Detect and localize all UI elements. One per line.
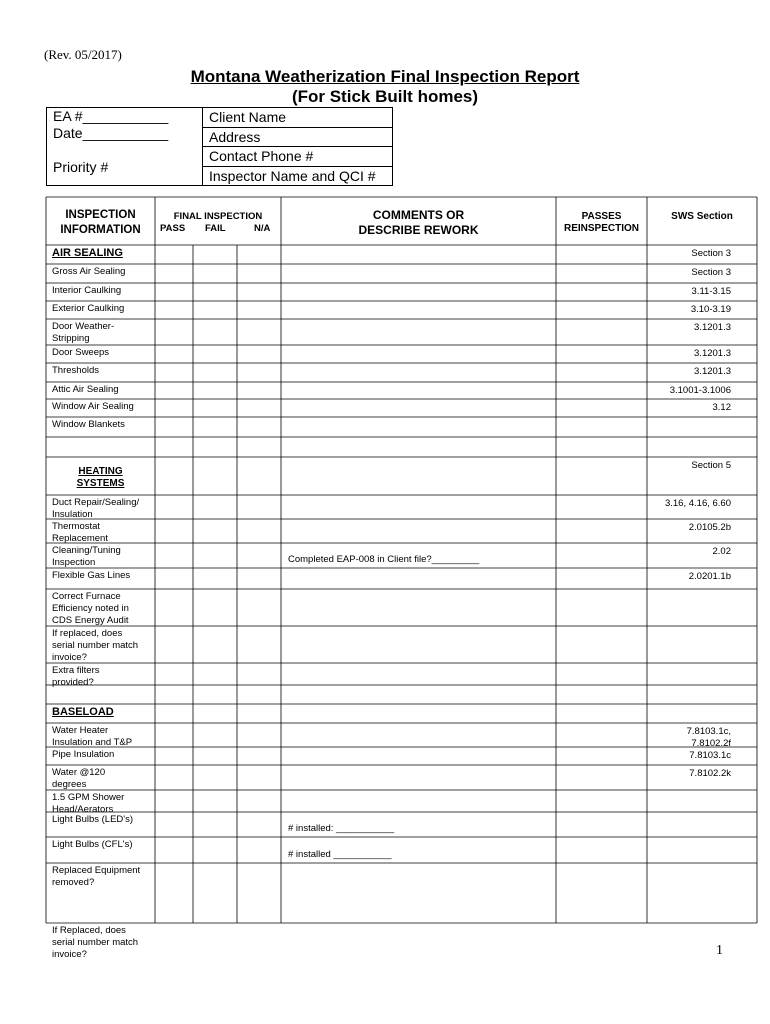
row-pass-cell[interactable] (155, 264, 193, 283)
row-na-cell[interactable] (237, 723, 281, 747)
row-pass-cell[interactable] (155, 319, 193, 345)
row-reinspection-cell[interactable] (556, 417, 647, 437)
row-na-cell[interactable] (237, 543, 281, 568)
report-title: Montana Weatherization Final Inspection Report (190, 67, 580, 86)
row-comment-cell[interactable]: Completed EAP-008 in Client file?_________ (288, 554, 480, 565)
row-reinspection-cell[interactable] (556, 345, 647, 363)
row-label: Door Sweeps (52, 347, 110, 358)
row-fail-cell[interactable] (193, 519, 237, 543)
row-sws-section: 3.11-3.15 (691, 286, 731, 297)
row-pass-cell[interactable] (155, 543, 193, 568)
row-label: Exterior Caulking (52, 303, 125, 314)
row-pass-cell[interactable] (155, 685, 193, 704)
row-na-cell[interactable] (237, 568, 281, 589)
row-fail-cell[interactable] (193, 399, 237, 417)
row-reinspection-cell[interactable] (556, 245, 647, 264)
row-pass-cell[interactable] (155, 704, 193, 723)
row-reinspection-cell[interactable] (556, 790, 647, 812)
row-label: Extra filters provided? (52, 665, 100, 688)
row-label: Duct Repair/Sealing/ Insulation (52, 497, 140, 520)
row-reinspection-cell[interactable] (556, 723, 647, 747)
row-reinspection-cell[interactable] (556, 812, 647, 837)
row-sws-section: 3.12 (712, 402, 731, 413)
row-fail-cell[interactable] (193, 417, 237, 437)
row-na-cell[interactable] (237, 345, 281, 363)
row-fail-cell[interactable] (193, 589, 237, 626)
row-na-cell[interactable] (237, 264, 281, 283)
row-reinspection-cell[interactable] (556, 685, 647, 704)
row-pass-cell[interactable] (155, 863, 193, 923)
row-pass-cell[interactable] (155, 363, 193, 382)
row-sws-section: 3.1201.3 (694, 366, 731, 377)
row-label: Correct Furnace Efficiency noted in CDS Energy Audit (52, 591, 129, 626)
column-header-passes-reinspection: PASSES REINSPECTION (563, 211, 639, 234)
row-reinspection-cell[interactable] (556, 747, 647, 765)
row-na-cell[interactable] (237, 790, 281, 812)
row-fail-cell[interactable] (193, 747, 237, 765)
row-fail-cell[interactable] (193, 543, 237, 568)
row-pass-cell[interactable] (155, 663, 193, 685)
row-label: Flexible Gas Lines (52, 570, 131, 581)
row-fail-cell[interactable] (193, 837, 237, 863)
row-sws-section: 2.02 (712, 546, 731, 557)
column-header-pass: PASS (160, 223, 186, 234)
row-reinspection-cell[interactable] (556, 437, 647, 457)
row-reinspection-cell[interactable] (556, 283, 647, 301)
row-sws-section: 3.1001-3.1006 (669, 385, 731, 396)
row-pass-cell[interactable] (155, 437, 193, 457)
row-pass-cell[interactable] (155, 626, 193, 663)
row-fail-cell[interactable] (193, 495, 237, 519)
row-fail-cell[interactable] (193, 301, 237, 319)
row-pass-cell[interactable] (155, 519, 193, 543)
row-label: Water Heater Insulation and T&P (52, 725, 133, 748)
row-na-cell[interactable] (237, 301, 281, 319)
row-fail-cell[interactable] (193, 457, 237, 495)
row-sws-section: Section 3 (691, 248, 731, 259)
row-label: Pipe Insulation (52, 749, 115, 760)
row-na-cell[interactable] (237, 399, 281, 417)
row-label: Thresholds (52, 365, 99, 376)
row-fail-cell[interactable] (193, 812, 237, 837)
row-label: AIR SEALING (52, 247, 123, 259)
row-na-cell[interactable] (237, 495, 281, 519)
row-pass-cell[interactable] (155, 399, 193, 417)
row-na-cell[interactable] (237, 626, 281, 663)
row-pass-cell[interactable] (155, 495, 193, 519)
row-label: Gross Air Sealing (52, 266, 126, 277)
row-pass-cell[interactable] (155, 765, 193, 790)
row-fail-cell[interactable] (193, 437, 237, 457)
row-sws-section: Section 5 (691, 460, 731, 471)
row-reinspection-cell[interactable] (556, 301, 647, 319)
row-na-cell[interactable] (237, 283, 281, 301)
row-fail-cell[interactable] (193, 319, 237, 345)
row-reinspection-cell[interactable] (556, 663, 647, 685)
row-sws-section: 7.8102.2k (689, 768, 731, 779)
row-pass-cell[interactable] (155, 790, 193, 812)
date-field[interactable]: Date___________ (53, 125, 169, 141)
column-header-na: N/A (254, 223, 271, 234)
row-reinspection-cell[interactable] (556, 457, 647, 495)
row-pass-cell[interactable] (155, 345, 193, 363)
row-sws-section: 3.10-3.19 (690, 304, 731, 315)
row-fail-cell[interactable] (193, 264, 237, 283)
row-sws-section: 7.8103.1c (689, 750, 731, 761)
row-na-cell[interactable] (237, 704, 281, 723)
row-sws-section: 3.1201.3 (694, 322, 731, 333)
row-label: Window Blankets (52, 419, 125, 430)
row-label: Interior Caulking (52, 285, 122, 296)
row-pass-cell[interactable] (155, 301, 193, 319)
row-fail-cell[interactable] (193, 685, 237, 704)
column-header-final-inspection: FINAL INSPECTION (173, 211, 263, 222)
row-pass-cell[interactable] (155, 747, 193, 765)
row-label: If replaced, does serial number match invoice? (52, 628, 139, 663)
revision-date: (Rev. 05/2017) (44, 47, 122, 62)
row-na-cell[interactable] (237, 382, 281, 399)
row-fail-cell[interactable] (193, 245, 237, 264)
row-reinspection-cell[interactable] (556, 626, 647, 663)
row-fail-cell[interactable] (193, 568, 237, 589)
row-na-cell[interactable] (237, 812, 281, 837)
row-label: Light Bulbs (CFL's) (52, 839, 133, 850)
row-na-cell[interactable] (237, 457, 281, 495)
row-reinspection-cell[interactable] (556, 399, 647, 417)
row-reinspection-cell[interactable] (556, 837, 647, 863)
row-na-cell[interactable] (237, 663, 281, 685)
row-sws-section: 2.0201.1b (688, 571, 731, 582)
row-label: Replaced Equipment removed? (52, 865, 141, 888)
page-number: 1 (716, 943, 723, 958)
row-sws-section: 3.1201.3 (694, 348, 731, 359)
row-comment-cell[interactable]: # installed ___________ (288, 849, 392, 860)
row-pass-cell[interactable] (155, 589, 193, 626)
column-header-comments: COMMENTS OR DESCRIBE REWORK (358, 208, 479, 237)
row-fail-cell[interactable] (193, 363, 237, 382)
row-na-cell[interactable] (237, 245, 281, 264)
row-reinspection-cell[interactable] (556, 568, 647, 589)
row-reinspection-cell[interactable] (556, 543, 647, 568)
row-label: Window Air Sealing (52, 401, 134, 412)
row-na-cell[interactable] (237, 417, 281, 437)
row-fail-cell[interactable] (193, 863, 237, 923)
row-label: BASELOAD (52, 706, 114, 718)
row-fail-cell[interactable] (193, 283, 237, 301)
row-label: Thermostat Replacement (52, 521, 108, 544)
row-pass-cell[interactable] (155, 283, 193, 301)
row-pass-cell[interactable] (155, 837, 193, 863)
row-fail-cell[interactable] (193, 723, 237, 747)
row-na-cell[interactable] (237, 519, 281, 543)
row-reinspection-cell[interactable] (556, 319, 647, 345)
row-label: HEATING SYSTEMS (76, 466, 125, 489)
row-label: Door Weather- Stripping (52, 321, 115, 344)
row-sws-section: 3.16, 4.16, 6.60 (664, 498, 731, 509)
row-reinspection-cell[interactable] (556, 589, 647, 626)
row-na-cell[interactable] (237, 837, 281, 863)
row-na-cell[interactable] (237, 765, 281, 790)
row-sws-section: Section 3 (691, 267, 731, 278)
column-header-fail: FAIL (205, 223, 226, 234)
row-comment-cell[interactable]: # installed: ___________ (288, 823, 395, 834)
row-pass-cell[interactable] (155, 382, 193, 399)
row-na-cell[interactable] (237, 589, 281, 626)
inspector-field[interactable]: Inspector Name and QCI # (203, 166, 392, 186)
row-fail-cell[interactable] (193, 704, 237, 723)
row-na-cell[interactable] (237, 863, 281, 923)
row-fail-cell[interactable] (193, 382, 237, 399)
row-label: Water @120 degrees (52, 767, 106, 790)
row-pass-cell[interactable] (155, 568, 193, 589)
row-label: Cleaning/Tuning Inspection (52, 545, 121, 568)
row-na-cell[interactable] (237, 437, 281, 457)
row-pass-cell[interactable] (155, 812, 193, 837)
row-label: Attic Air Sealing (52, 384, 119, 395)
row-pass-cell[interactable] (155, 245, 193, 264)
contact-phone-field[interactable]: Contact Phone # (203, 146, 392, 166)
column-header-sws: SWS Section (671, 211, 733, 222)
row-sws-section: 2.0105.2b (688, 522, 731, 533)
row-pass-cell[interactable] (155, 457, 193, 495)
row-na-cell[interactable] (237, 747, 281, 765)
row-na-cell[interactable] (237, 319, 281, 345)
row-reinspection-cell[interactable] (556, 382, 647, 399)
address-field[interactable]: Address (203, 127, 392, 147)
row-reinspection-cell[interactable] (556, 863, 647, 923)
row-fail-cell[interactable] (193, 626, 237, 663)
row-fail-cell[interactable] (193, 765, 237, 790)
row-fail-cell[interactable] (193, 663, 237, 685)
row-na-cell[interactable] (237, 685, 281, 704)
row-reinspection-cell[interactable] (556, 495, 647, 519)
priority-field[interactable]: Priority # (53, 159, 109, 175)
row-fail-cell[interactable] (193, 790, 237, 812)
row-sws-section: 7.8103.1c, 7.8102.2f (686, 726, 731, 749)
row-label: If Replaced, does serial number match invoice? (52, 925, 139, 960)
ea-number-field[interactable]: EA #___________ (53, 108, 169, 124)
row-reinspection-cell[interactable] (556, 264, 647, 283)
row-reinspection-cell[interactable] (556, 519, 647, 543)
row-reinspection-cell[interactable] (556, 704, 647, 723)
report-subtitle: (For Stick Built homes) (291, 87, 479, 106)
row-label: Light Bulbs (LED's) (52, 814, 134, 825)
row-na-cell[interactable] (237, 363, 281, 382)
row-reinspection-cell[interactable] (556, 765, 647, 790)
row-pass-cell[interactable] (155, 723, 193, 747)
row-reinspection-cell[interactable] (556, 363, 647, 382)
row-pass-cell[interactable] (155, 417, 193, 437)
column-header-inspection-info: INSPECTION INFORMATION (60, 209, 141, 236)
row-label: 1.5 GPM Shower Head/Aerators (52, 792, 125, 815)
client-name-field[interactable]: Client Name (209, 109, 287, 125)
row-fail-cell[interactable] (193, 345, 237, 363)
